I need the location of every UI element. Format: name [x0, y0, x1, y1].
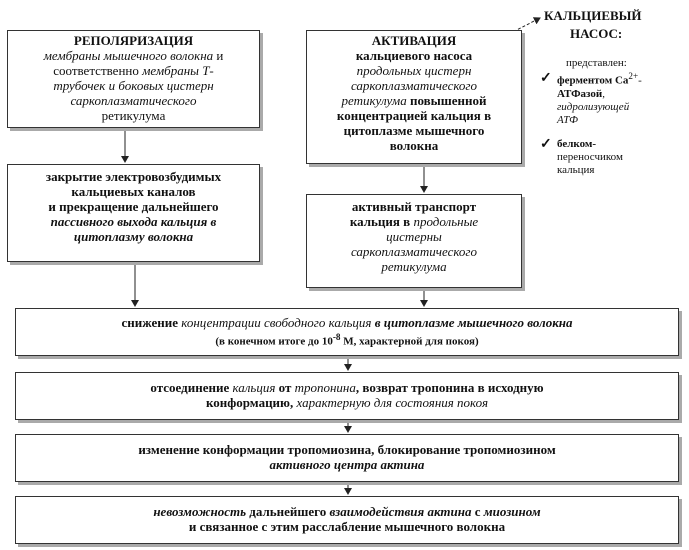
close-line1: закрытие электровозбудимых: [45, 169, 222, 184]
decrease-c: в цитоплазме мышечного волокна: [371, 315, 573, 330]
repol-line1b: и: [213, 48, 224, 63]
repol-line2b: мембраны Т-: [142, 63, 214, 78]
decrease-l2sup: -8: [332, 332, 341, 342]
repol-line3: трубочек и боковых цистерн: [53, 78, 214, 93]
relaxation-box: [15, 496, 679, 544]
decrease-b: концентрации свободного кальция: [181, 315, 372, 330]
final-c: взаимодействия актина: [329, 504, 472, 519]
calcium-pump-title2: НАСОС:: [570, 26, 623, 41]
calcium-detach-box: [15, 372, 679, 420]
detach-e: , возврат тропонина в исходную: [355, 380, 544, 395]
active-transport-box: [306, 194, 522, 288]
final-e: миозином: [483, 504, 541, 519]
repol-line1a: мембраны мышечного волокна: [43, 48, 214, 63]
check-icon: ✓: [540, 137, 552, 152]
close-line4: пассивного выхода кальция в: [50, 214, 217, 229]
final-b: дальнейшего: [246, 504, 330, 519]
close-line2: кальциевых каналов: [71, 184, 196, 199]
pump-enzyme-line1a: ферментом Ca: [557, 74, 629, 87]
close-line3: и прекращение дальнейшего: [48, 199, 219, 214]
detach-g: характерную для состояния покоя: [296, 395, 489, 410]
repol-line4: саркоплазматического: [70, 93, 197, 108]
final-line2: и связанное с этим расслабление мышечного волокна: [188, 519, 506, 534]
repol-line5: ретикулума: [101, 108, 166, 123]
activation-box: [306, 30, 522, 164]
pump-carrier-line3: кальция: [557, 164, 595, 176]
repolarization-title: РЕПОЛЯРИЗАЦИЯ: [73, 33, 194, 48]
activ-line1: кальциевого насоса: [355, 48, 473, 63]
pump-carrier: [557, 138, 677, 177]
pump-carrier-line2: переносчиком: [557, 151, 623, 163]
pump-enzyme: [557, 70, 685, 127]
activ-line4a: ретикулума: [341, 93, 407, 108]
activation-title: АКТИВАЦИЯ: [371, 33, 457, 48]
repolarization-box: [7, 30, 260, 128]
pump-enzyme-line1b: -: [638, 74, 642, 87]
transport-line3: цистерны: [386, 229, 442, 244]
pump-enzyme-sup: 2+: [628, 71, 639, 81]
pump-enzyme-line2a: АТФазой: [557, 87, 603, 100]
decrease-l2a: (в конечном итоге до 10: [215, 335, 333, 348]
pump-represented: представлен:: [566, 57, 627, 69]
pump-enzyme-line2b: ,: [602, 87, 605, 100]
tropomyosin-change-box: [15, 434, 679, 482]
final-d: с: [471, 504, 484, 519]
activ-line6: цитоплазме мышечного: [343, 123, 485, 138]
transport-line2a: кальция в: [349, 214, 414, 229]
decrease-l2b: М, характерной для покоя): [340, 335, 479, 348]
decrease-a: снижение: [121, 315, 182, 330]
tropo-line2: активного центра актина: [269, 457, 425, 472]
activ-line7: волокна: [389, 138, 439, 153]
pump-carrier-line1: белком-: [557, 138, 597, 150]
detach-f: конформацию,: [205, 395, 297, 410]
activ-line2: продольных цистерн: [356, 63, 472, 78]
detach-b: кальция: [232, 380, 276, 395]
pump-enzyme-line3: гидролизующей: [557, 100, 630, 113]
tropo-line1: изменение конформации тропомиозина, блокирование тропомиозином: [138, 442, 556, 457]
transport-line5: ретикулума: [381, 259, 447, 274]
activ-line3: саркоплазматического: [350, 78, 477, 93]
transport-line4: саркоплазматического: [350, 244, 477, 259]
channels-closing-box: [7, 164, 260, 262]
detach-a: отсоединение: [150, 380, 233, 395]
check-icon: ✓: [540, 71, 552, 86]
transport-line1: активный транспорт: [351, 199, 477, 214]
calcium-decrease-box: [15, 308, 679, 356]
detach-d: тропонина: [294, 380, 356, 395]
detach-c: от: [275, 380, 295, 395]
calcium-pump-title1: КАЛЬЦИЕВЫЙ: [544, 8, 642, 23]
close-line5: цитоплазму волокна: [73, 229, 194, 244]
transport-line2b: продольные: [413, 214, 479, 229]
activ-line4b: повышенной: [406, 93, 487, 108]
repol-line2a: соответственно: [53, 63, 143, 78]
final-a: невозможность: [153, 504, 247, 519]
activ-line5: концентрацией кальция в: [336, 108, 492, 123]
pump-enzyme-line4: АТФ: [557, 113, 578, 126]
